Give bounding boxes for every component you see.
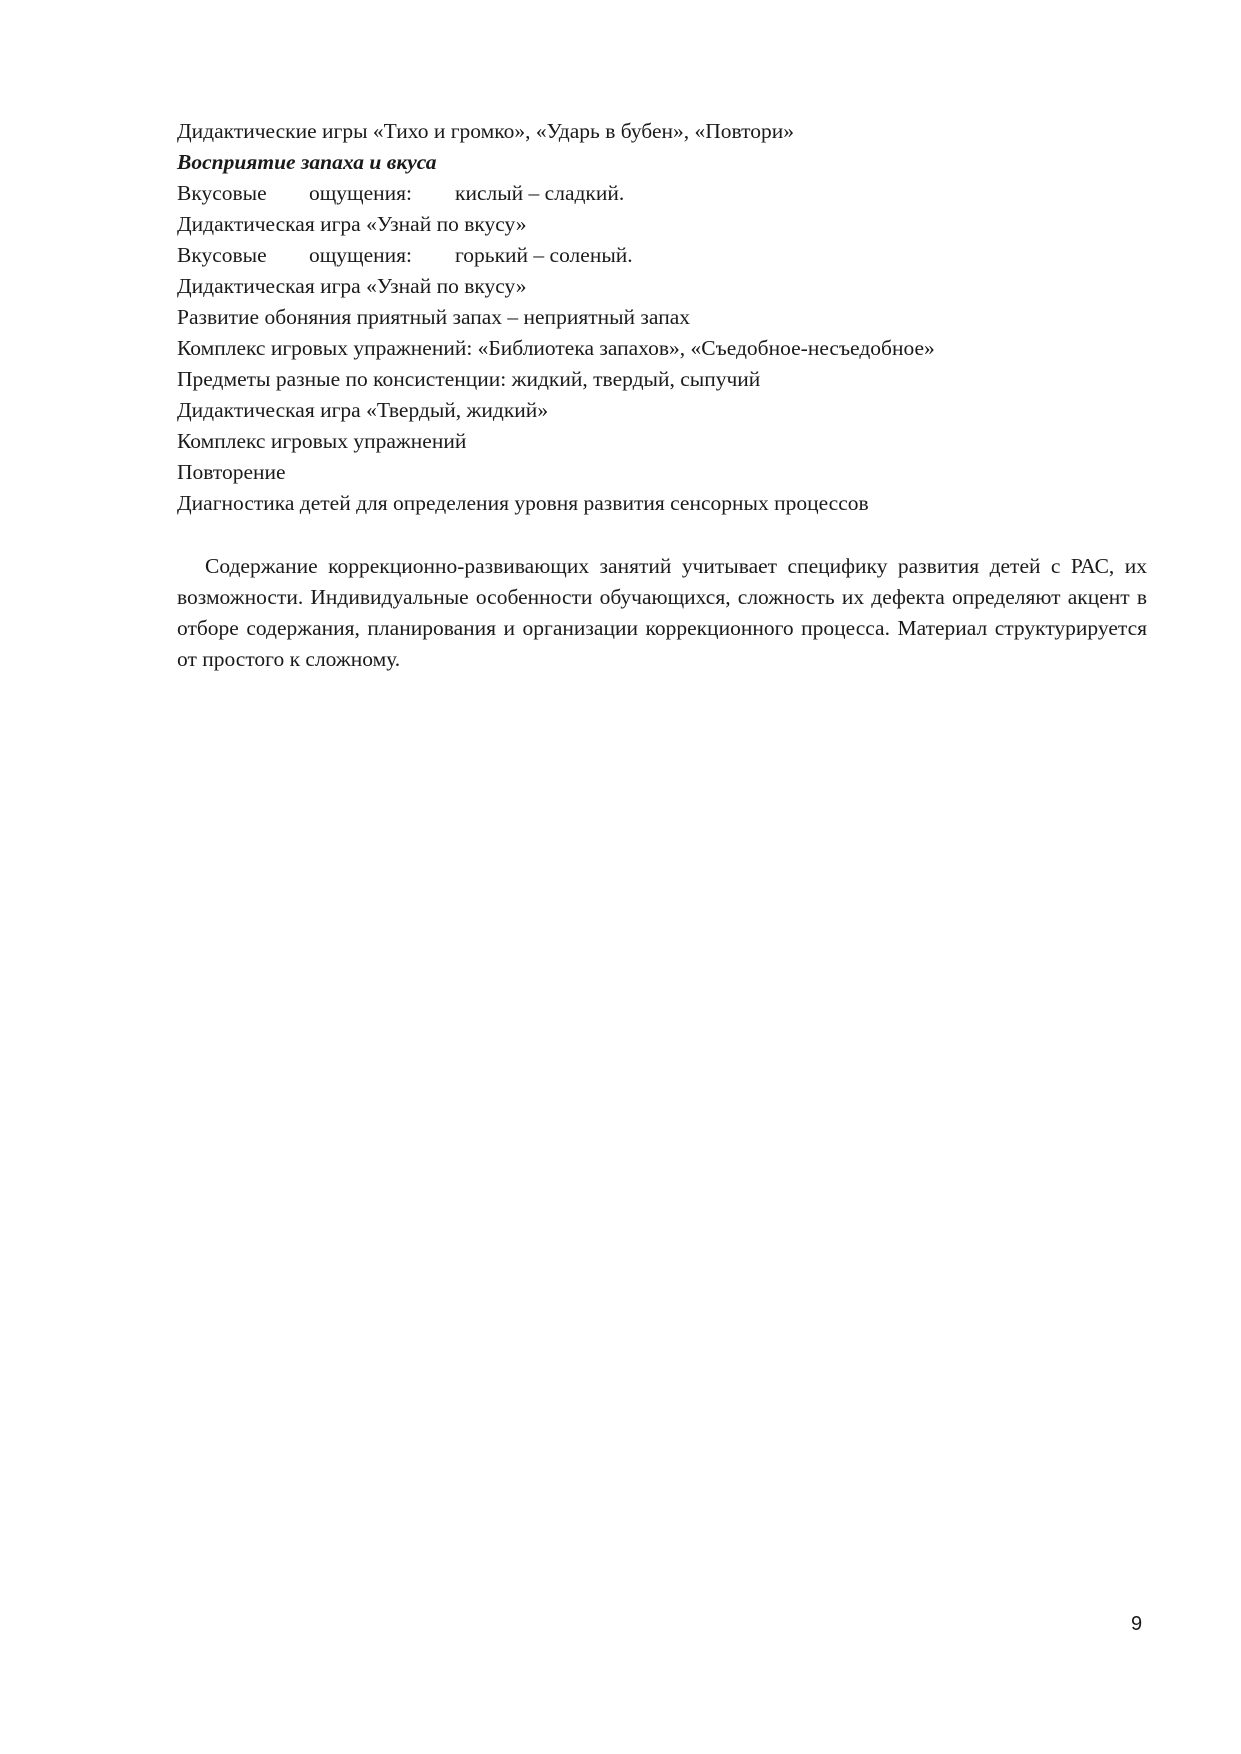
section-heading: Восприятие запаха и вкуса bbox=[177, 150, 437, 174]
page-number: 9 bbox=[1131, 1613, 1143, 1635]
list-item: Комплекс игровых упражнений bbox=[177, 429, 467, 453]
list-item: Развитие обоняния приятный запах – неприятный запах bbox=[177, 305, 690, 329]
list-item-word: Вкусовые bbox=[177, 181, 267, 205]
activity-list bbox=[177, 116, 1147, 519]
list-item-word: горький – соленый. bbox=[455, 243, 633, 267]
list-item: Предметы разные по консистенции: жидкий, твердый, сыпучий bbox=[177, 367, 761, 391]
list-item: Диагностика детей для определения уровня развития сенсорных процессов bbox=[177, 491, 869, 515]
list-item-word: ощущения: bbox=[309, 243, 413, 267]
list-item: Комплекс игровых упражнений: «Библиотека запахов», «Съедобное-несъедобное» bbox=[177, 336, 935, 360]
list-item-word: ощущения: bbox=[309, 181, 413, 205]
list-item: Дидактическая игра «Узнай по вкусу» bbox=[177, 274, 527, 298]
list-item-word: кислый – сладкий. bbox=[455, 181, 625, 205]
body-paragraph: Содержание коррекционно-развивающих занятий учитывает специфику развития детей с РАС, их возможности. Индивидуальные особенности обучающихся, сложность их дефекта определяют акцент в отборе содержания, планирования и организации коррекционного процесса. Материал структурируется от простого к сложному. bbox=[177, 554, 1147, 671]
list-item bbox=[177, 178, 1147, 209]
list-item-word: Вкусовые bbox=[177, 243, 267, 267]
list-item: Повторение bbox=[177, 460, 286, 484]
list-item: Дидактическая игра «Твердый, жидкий» bbox=[177, 398, 549, 422]
list-item bbox=[177, 240, 1147, 271]
list-item: Дидактическая игра «Узнай по вкусу» bbox=[177, 212, 527, 236]
list-item: Дидактические игры «Тихо и громко», «Ударь в бубен», «Повтори» bbox=[177, 119, 795, 143]
